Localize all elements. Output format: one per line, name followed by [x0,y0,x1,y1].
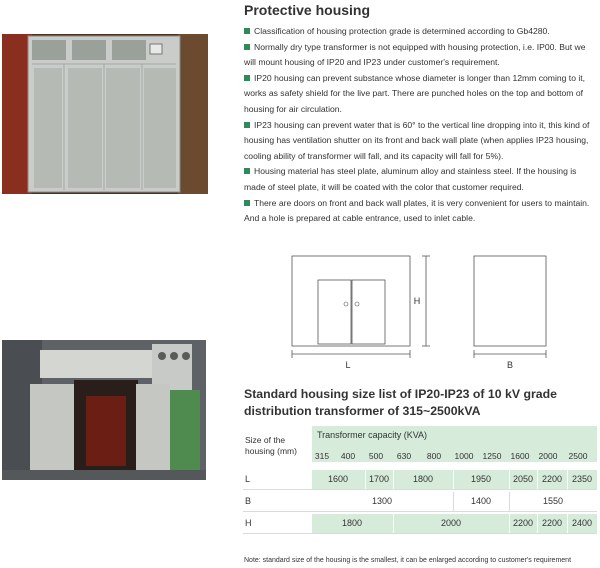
table-cell: 1950 [470,474,492,484]
bullet-square-icon [244,75,250,81]
bullet-item [244,196,598,227]
bullet-text: Housing material has steel plate, aluminum alloy and stainless steel. If the housing is made of steel plate, it will be coated with the color that customer required. [244,166,577,192]
section-title: Protective housing [244,2,371,18]
bullet-item [244,118,598,165]
ip23-housing-photo [2,34,208,194]
capacity-value: 1000 [454,451,474,461]
table-cell: 1800 [341,518,363,528]
bullet-item [244,71,598,118]
table-cell: 2200 [541,518,563,528]
bullet-item [244,164,598,195]
capacity-header: Transformer capacity (KVA) [317,430,428,440]
table-cell: 1550 [542,496,564,506]
bullet-text: IP20 housing can prevent substance whose diameter is longer than 12mm coming to it, works as safety shield for the live part. There are punched holes on the top and bottom of housing for air circulation. [244,72,586,114]
bullet-text: IP23 housing can prevent water that is 60° to the vertical line dropping into it, this kind of housing has ventilation shutter on its front and back wall plate (when applies IP23 housing, cooling ability of transformer will fall, and its capacity will fall for 5%). [244,119,590,161]
table-row [243,492,597,512]
table-cell: 2000 [440,518,462,528]
bullet-square-icon [244,168,250,174]
side-view-outline [474,256,546,346]
bullet-square-icon [244,28,250,34]
dimension-label-h: H [413,296,421,306]
bullet-square-icon [244,122,250,128]
table-note: Note: standard size of the housing is the smallest, it can be enlarged according to customer's requirement [244,557,572,564]
capacity-value: 1600 [510,451,530,461]
door-handle-icon [344,302,348,306]
capacity-value: 630 [396,451,412,461]
size-table [243,426,597,542]
door-left [318,280,351,344]
bullet-list [244,24,598,227]
bullet-square-icon [244,44,250,50]
dimension-label-l: L [345,360,351,370]
capacity-value: 400 [340,451,356,461]
table-title: Standard housing size list of IP20-IP23 of 10 kV grade distribution transformer of 315~2500kVA [244,387,557,418]
table-cell: 1700 [368,474,390,484]
dimension-label-b: B [506,360,514,370]
size-header: Size of the housing (mm) [245,435,297,456]
table-cell: 1400 [470,496,492,506]
capacity-value: 2000 [538,451,558,461]
table-cell: 2200 [541,474,563,484]
capacity-value: 2500 [568,451,588,461]
capacity-value: 800 [426,451,442,461]
table-cell: 1600 [327,474,349,484]
capacity-value: 500 [368,451,384,461]
table-row [243,514,597,534]
bullet-item [244,40,598,71]
table-cell: 2200 [512,518,534,528]
table-cell: 1800 [412,474,434,484]
row-label: H [245,518,252,528]
capacity-value: 315 [314,451,330,461]
row-label: B [245,496,252,506]
bullet-text: There are doors on front and back wall plates, it is very convenient for users to maintain. And a hole is prepared at cable entrance, used to inlet cable. [244,197,590,224]
housing-dimension-drawing [284,250,554,372]
bullet-text: Normally dry type transformer is not equipped with housing protection, i.e. IP00. But we will mount housing of IP20 and IP23 under customer's requirement. [244,41,586,68]
bullet-text: Classification of housing protection grade is determined according to Gb4280. [254,26,550,36]
table-cell: 1300 [371,496,393,506]
door-right [352,280,385,344]
table-row [243,470,597,490]
table-cell: 2400 [571,518,593,528]
bullet-item [244,24,598,40]
table-cell: 2350 [571,474,593,484]
capacity-value: 1250 [482,451,502,461]
door-handle-icon [355,302,359,306]
bullet-square-icon [244,200,250,206]
ip20-housing-photo [2,340,206,480]
row-label: L [245,474,251,484]
table-cell: 2050 [512,474,534,484]
